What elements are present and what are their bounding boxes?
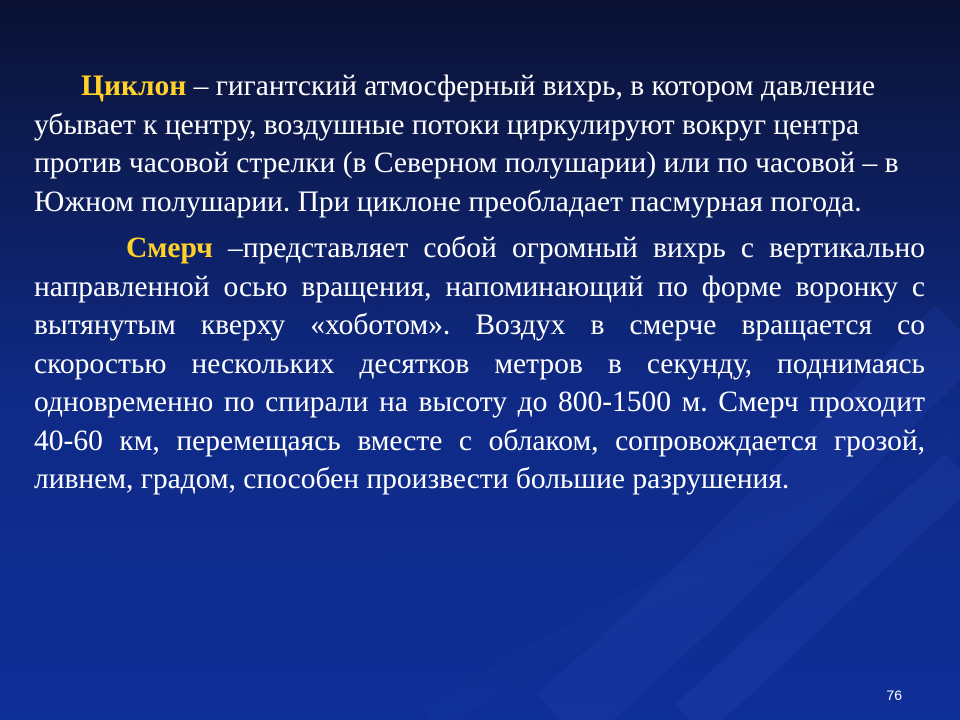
- term-tornado: Смерч: [126, 232, 213, 264]
- paragraph-tornado: [34, 229, 925, 499]
- paragraph-tornado-text: –представляет собой огромный вихрь с вертикально направленной осью вращения, напоминающий по форме воронку с вытянутым кверху «хоботом». Воздух в смерче вращается со скоростью нескольких десятков метров в секунду, поднимаясь одновременно по спирали на высоту до 800-1500 м. Смерч проходит 40-60 км, перемещаясь вместе с облаком, сопровождается грозой, ливнем, градом, способен произвести большие разрушения.: [34, 232, 925, 495]
- page-number: 76: [886, 687, 902, 703]
- slide-content: [34, 67, 925, 499]
- term-cyclone: Циклон: [81, 70, 187, 102]
- paragraph-cyclone-text: – гигантский атмосферный вихрь, в котором давление убывает к центру, воздушные потоки циркулируют вокруг центра против часовой стрелки (в Северном полушарии) или по часовой – в Южном полушарии. При циклоне преобладает пасмурная погода.: [34, 70, 899, 218]
- paragraph-cyclone: [34, 67, 925, 221]
